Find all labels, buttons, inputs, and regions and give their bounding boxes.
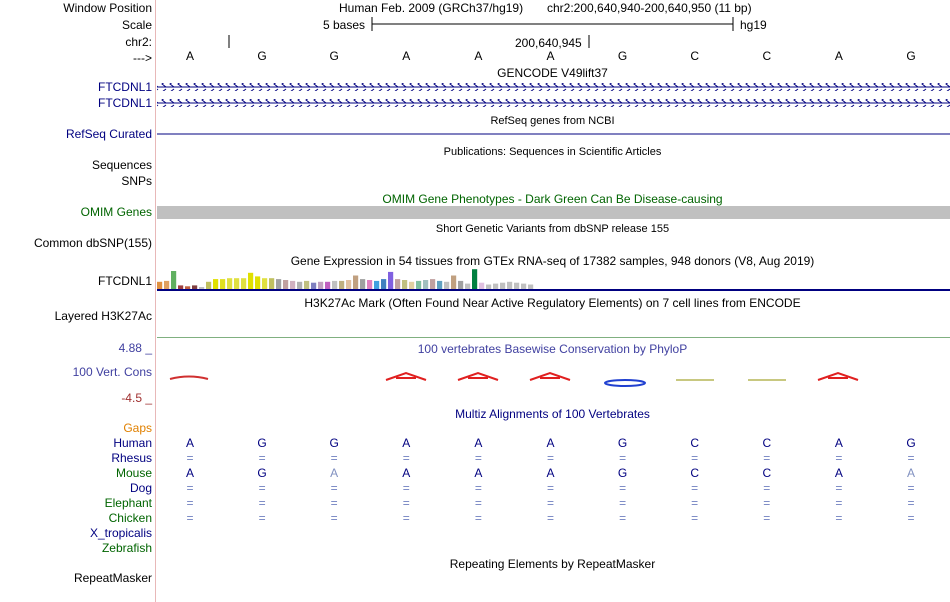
alignment-cell: = bbox=[546, 481, 554, 495]
alignment-cell: = bbox=[474, 451, 482, 465]
track-label-omim[interactable]: OMIM Genes bbox=[80, 205, 152, 219]
base-4: A bbox=[474, 49, 483, 63]
species-label-zebrafish[interactable]: Zebrafish bbox=[101, 541, 152, 555]
alignment-cell: = bbox=[907, 451, 915, 465]
track-label-repeatmasker[interactable]: RepeatMasker bbox=[73, 571, 152, 585]
alignment-cell: = bbox=[691, 496, 699, 510]
refseq-title: RefSeq genes from NCBI bbox=[490, 115, 615, 127]
alignment-cell: A bbox=[474, 466, 483, 480]
species-label-dog[interactable]: Dog bbox=[129, 481, 152, 495]
alignment-cell: A bbox=[402, 466, 411, 480]
alignment-cell: G bbox=[617, 436, 628, 450]
alignment-cell: = bbox=[402, 511, 410, 525]
label-strand[interactable]: ---> bbox=[133, 51, 152, 65]
alignment-cell: = bbox=[907, 481, 915, 495]
cons-max-label: 4.88 _ bbox=[118, 341, 152, 355]
alignment-cell: A bbox=[546, 436, 555, 450]
alignment-cell: A bbox=[185, 436, 194, 450]
alignment-cell: = bbox=[763, 496, 771, 510]
pubs-title: Publications: Sequences in Scientific Articles bbox=[443, 146, 662, 158]
alignment-cell: G bbox=[617, 466, 628, 480]
base-1: G bbox=[257, 49, 267, 63]
base-3: A bbox=[402, 49, 411, 63]
alignment-cell: = bbox=[835, 496, 843, 510]
track-label-cons[interactable]: 100 Vert. Cons bbox=[72, 365, 152, 379]
alignment-cell: = bbox=[691, 451, 699, 465]
base-5: A bbox=[546, 49, 555, 63]
alignment-cell: = bbox=[258, 511, 266, 525]
alignment-cell: G bbox=[257, 436, 267, 450]
alignment-cell: G bbox=[329, 436, 339, 450]
track-label-refseq[interactable]: RefSeq Curated bbox=[65, 127, 152, 141]
alignment-cell: = bbox=[474, 496, 482, 510]
ruler-position: 200,640,945 bbox=[515, 36, 582, 50]
track-label-ftcdnl1-b[interactable]: FTCDNL1 bbox=[97, 96, 152, 110]
alignment-cell: = bbox=[186, 511, 194, 525]
alignment-cell: = bbox=[619, 481, 627, 495]
alignment-cell: C bbox=[690, 436, 700, 450]
alignment-cell: = bbox=[619, 496, 627, 510]
repeat-title: Repeating Elements by RepeatMasker bbox=[449, 557, 656, 571]
cons-min-label: -4.5 _ bbox=[121, 391, 152, 405]
assembly-title: Human Feb. 2009 (GRCh37/hg19) bbox=[339, 1, 524, 15]
alignment-cell: = bbox=[402, 496, 410, 510]
alignment-cell: G bbox=[257, 466, 267, 480]
alignment-cell: A bbox=[834, 466, 843, 480]
alignment-cell: A bbox=[474, 436, 483, 450]
alignment-cell: A bbox=[402, 436, 411, 450]
alignment-cell: = bbox=[186, 481, 194, 495]
track-label-dbsnp[interactable]: Common dbSNP(155) bbox=[33, 236, 152, 250]
dbsnp-title: Short Genetic Variants from dbSNP release 155 bbox=[435, 223, 670, 235]
track-label-h3k27ac[interactable]: Layered H3K27Ac bbox=[54, 309, 152, 323]
base-10: G bbox=[906, 49, 916, 63]
alignment-cell: = bbox=[691, 481, 699, 495]
species-label-rhesus[interactable]: Rhesus bbox=[111, 451, 152, 465]
alignment-cell: = bbox=[835, 451, 843, 465]
track-label-snps[interactable]: SNPs bbox=[121, 174, 152, 188]
alignment-cell: = bbox=[763, 511, 771, 525]
alignment-cell: = bbox=[330, 451, 338, 465]
alignment-cell: = bbox=[330, 496, 338, 510]
track-label-gaps[interactable]: Gaps bbox=[123, 421, 152, 435]
base-6: G bbox=[617, 49, 628, 63]
species-label-chicken[interactable]: Chicken bbox=[108, 511, 152, 525]
alignment-cell: A bbox=[330, 466, 339, 480]
position-range: chr2:200,640,940-200,640,950 (11 bp) bbox=[547, 1, 752, 15]
alignment-cell: = bbox=[619, 511, 627, 525]
species-label-x_tropicalis[interactable]: X_tropicalis bbox=[89, 526, 152, 540]
base-7: C bbox=[690, 49, 700, 63]
phylop-title: 100 vertebrates Basewise Conservation by PhyloP bbox=[417, 342, 688, 356]
alignment-cell: C bbox=[762, 466, 772, 480]
alignment-cell: = bbox=[619, 451, 627, 465]
omim-title: OMIM Gene Phenotypes - Dark Green Can Be Disease-causing bbox=[382, 192, 723, 206]
base-0: A bbox=[185, 49, 194, 63]
base-8: C bbox=[762, 49, 772, 63]
alignment-cell: = bbox=[402, 481, 410, 495]
scale-text: 5 bases bbox=[323, 18, 366, 32]
species-label-mouse[interactable]: Mouse bbox=[115, 466, 152, 480]
track-label-ftcdnl1-a[interactable]: FTCDNL1 bbox=[97, 80, 152, 94]
gencode-title: GENCODE V49lift37 bbox=[497, 66, 608, 80]
scale-db: hg19 bbox=[740, 18, 767, 32]
alignment-cell: = bbox=[835, 511, 843, 525]
alignment-cell: C bbox=[690, 466, 700, 480]
alignment-cell: A bbox=[906, 466, 915, 480]
alignment-cell: = bbox=[402, 451, 410, 465]
label-window-position: Window Position bbox=[63, 1, 152, 15]
alignment-cell: = bbox=[330, 511, 338, 525]
alignment-cell: = bbox=[186, 496, 194, 510]
base-9: A bbox=[834, 49, 843, 63]
alignment-cell: A bbox=[185, 466, 194, 480]
alignment-cell: A bbox=[834, 436, 843, 450]
alignment-cell: = bbox=[763, 481, 771, 495]
h3k27ac-title: H3K27Ac Mark (Often Found Near Active Regulatory Elements) on 7 cell lines from ENCODE bbox=[304, 296, 801, 310]
alignment-cell: C bbox=[762, 436, 772, 450]
alignment-cell: = bbox=[258, 451, 266, 465]
species-label-elephant[interactable]: Elephant bbox=[104, 496, 152, 510]
base-2: G bbox=[329, 49, 339, 63]
alignment-cell: = bbox=[691, 511, 699, 525]
alignment-cell: = bbox=[330, 481, 338, 495]
label-chrom: chr2: bbox=[125, 35, 152, 49]
alignment-cell: = bbox=[546, 511, 554, 525]
multiz-title: Multiz Alignments of 100 Vertebrates bbox=[455, 407, 650, 421]
gtex-title: Gene Expression in 54 tissues from GTEx RNA-seq of 17382 samples, 948 donors (V8, Aug 2019) bbox=[290, 254, 815, 268]
track-label-sequences[interactable]: Sequences bbox=[91, 158, 152, 172]
alignment-cell: A bbox=[546, 466, 555, 480]
alignment-cell: = bbox=[546, 451, 554, 465]
alignment-cell: = bbox=[474, 511, 482, 525]
label-scale: Scale bbox=[121, 18, 152, 32]
alignment-cell: = bbox=[835, 481, 843, 495]
alignment-cell: = bbox=[907, 496, 915, 510]
alignment-cell: = bbox=[907, 511, 915, 525]
alignment-cell: = bbox=[258, 496, 266, 510]
alignment-cell: = bbox=[474, 481, 482, 495]
alignment-cell: = bbox=[258, 481, 266, 495]
species-label-human[interactable]: Human bbox=[113, 436, 152, 450]
alignment-cell: = bbox=[186, 451, 194, 465]
alignment-cell: = bbox=[763, 451, 771, 465]
alignment-cell: G bbox=[906, 436, 916, 450]
track-label-gtex[interactable]: FTCDNL1 bbox=[97, 274, 152, 288]
alignment-cell: = bbox=[546, 496, 554, 510]
